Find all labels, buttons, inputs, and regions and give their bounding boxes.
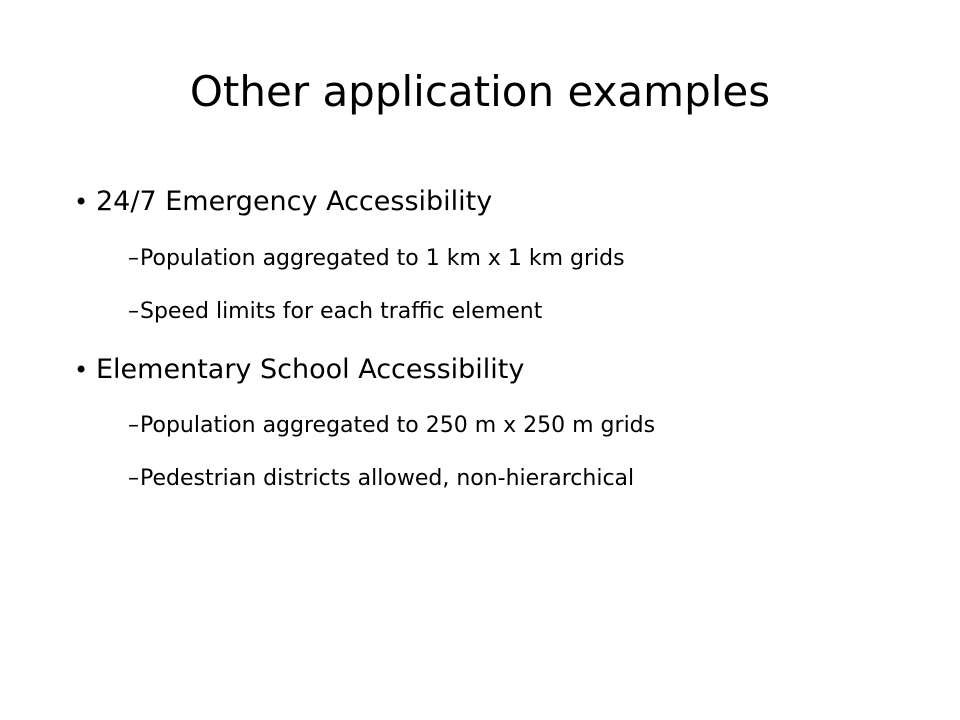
sub-bullet-text: Population aggregated to 250 m x 250 m grids: [140, 413, 656, 438]
slide-title: Other application examples: [189, 67, 771, 116]
dash-icon: –: [128, 413, 139, 438]
dash-icon: –: [128, 466, 139, 491]
sub-bullet-text: Population aggregated to 1 km x 1 km grids: [140, 246, 625, 271]
sub-bullet-text: Pedestrian districts allowed, non-hierarchical: [140, 466, 635, 491]
dash-icon: –: [128, 246, 139, 271]
bullet-dot-icon: •: [74, 188, 89, 216]
sub-bullet-text: Speed limits for each traffic element: [140, 299, 543, 324]
bullet-text: Elementary School Accessibility: [96, 354, 525, 385]
dash-icon: –: [128, 299, 139, 324]
bullet-text: 24/7 Emergency Accessibility: [96, 186, 493, 217]
bullet-dot-icon: •: [74, 356, 89, 384]
